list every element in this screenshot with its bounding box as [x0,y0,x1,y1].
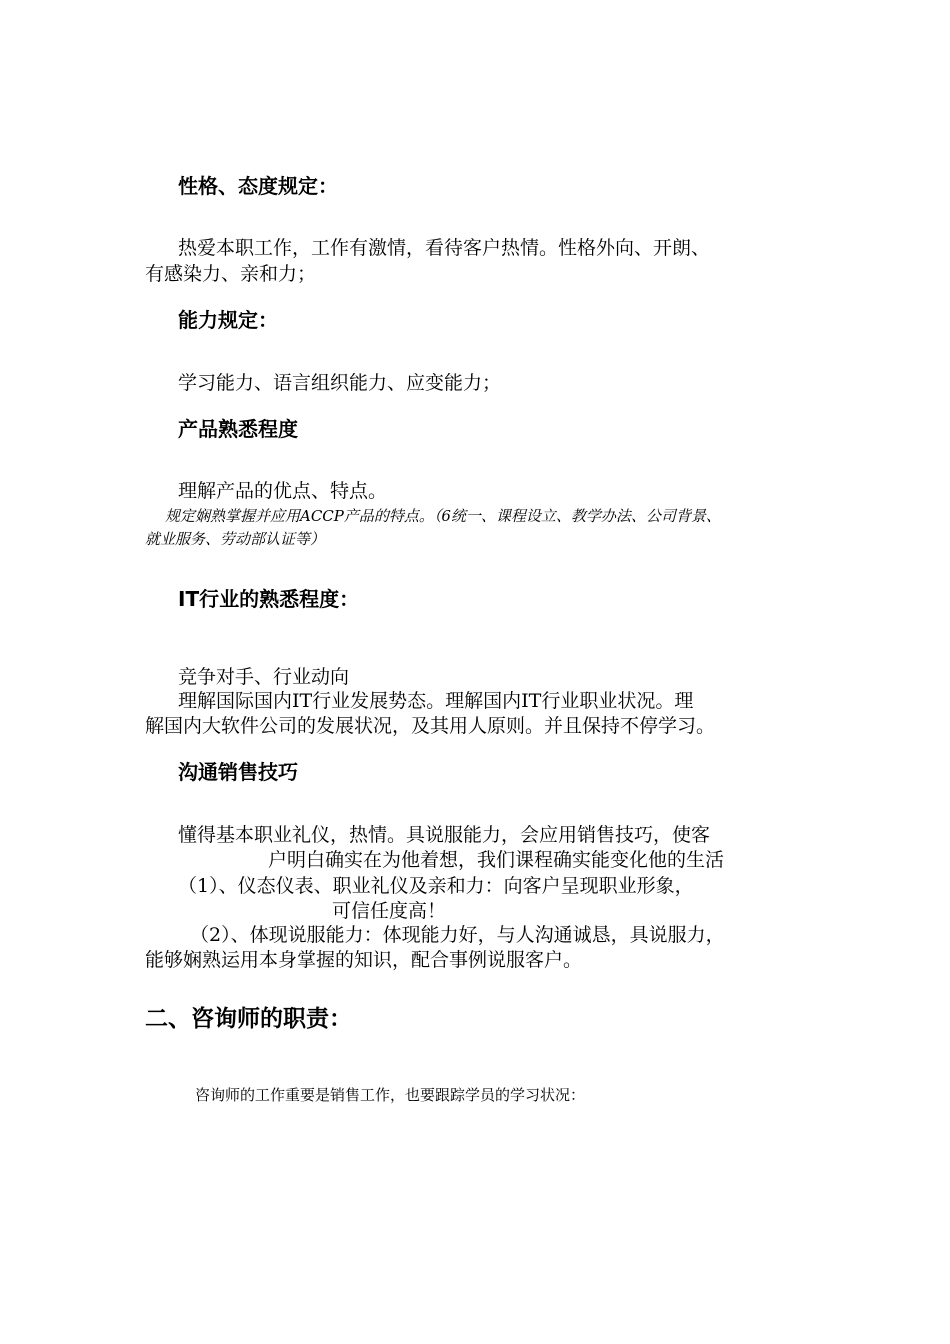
paragraph-line: 咨询师的工作重要是销售工作，也要跟踪学员的学习状况： [195,1086,586,1104]
section-title-ability: 能力规定： [178,308,278,332]
section-title-it: IT行业的熟悉程度： [178,587,360,611]
section-title-personality: 性格、态度规定： [178,174,338,198]
paragraph-line: 户明白确实在为他着想，我们课程确实能变化他的生活 [268,849,725,871]
section-title-product: 产品熟悉程度 [178,417,298,441]
paragraph-line: 热爱本职工作，工作有激情，看待客户热情。性格外向、开朗、 [178,237,711,259]
paragraph-line: 理解产品的优点、特点。 [178,480,388,502]
paragraph-line: 有感染力、亲和力； [145,263,317,285]
paragraph-line: 能够娴熟运用本身掌握的知识，配合事例说服客户。 [145,949,583,971]
paragraph-line: 解国内大软件公司的发展状况，及其用人原则。并且保持不停学习。 [145,715,716,737]
paragraph-line: 理解国际国内IT行业发展势态。理解国内IT行业职业状况。理 [178,690,694,712]
paragraph-line: 懂得基本职业礼仪，热情。具说服能力，会应用销售技巧，使客 [178,824,711,846]
section-title-communication: 沟通销售技巧 [178,760,298,784]
paragraph-line: 学习能力、语言组织能力、应变能力； [178,372,502,394]
paragraph-line: 可信任度高！ [332,900,447,922]
paragraph-line: （1）、仪态仪表、职业礼仪及亲和力：向客户呈现职业形象， [178,875,694,897]
paragraph-line: （2）、体现说服能力：体现能力好，与人沟通诚恳，具说服力， [190,924,725,946]
chapter-title-duties: 二、咨询师的职责： [145,1006,352,1032]
paragraph-line: 竞争对手、行业动向 [178,666,350,688]
product-note-line: 规定娴熟掌握并应用ACCP产品的特点。（6统一、课程设立、教学办法、公司背景、 [165,507,721,525]
product-note-line: 就业服务、劳动部认证等） [145,530,326,548]
